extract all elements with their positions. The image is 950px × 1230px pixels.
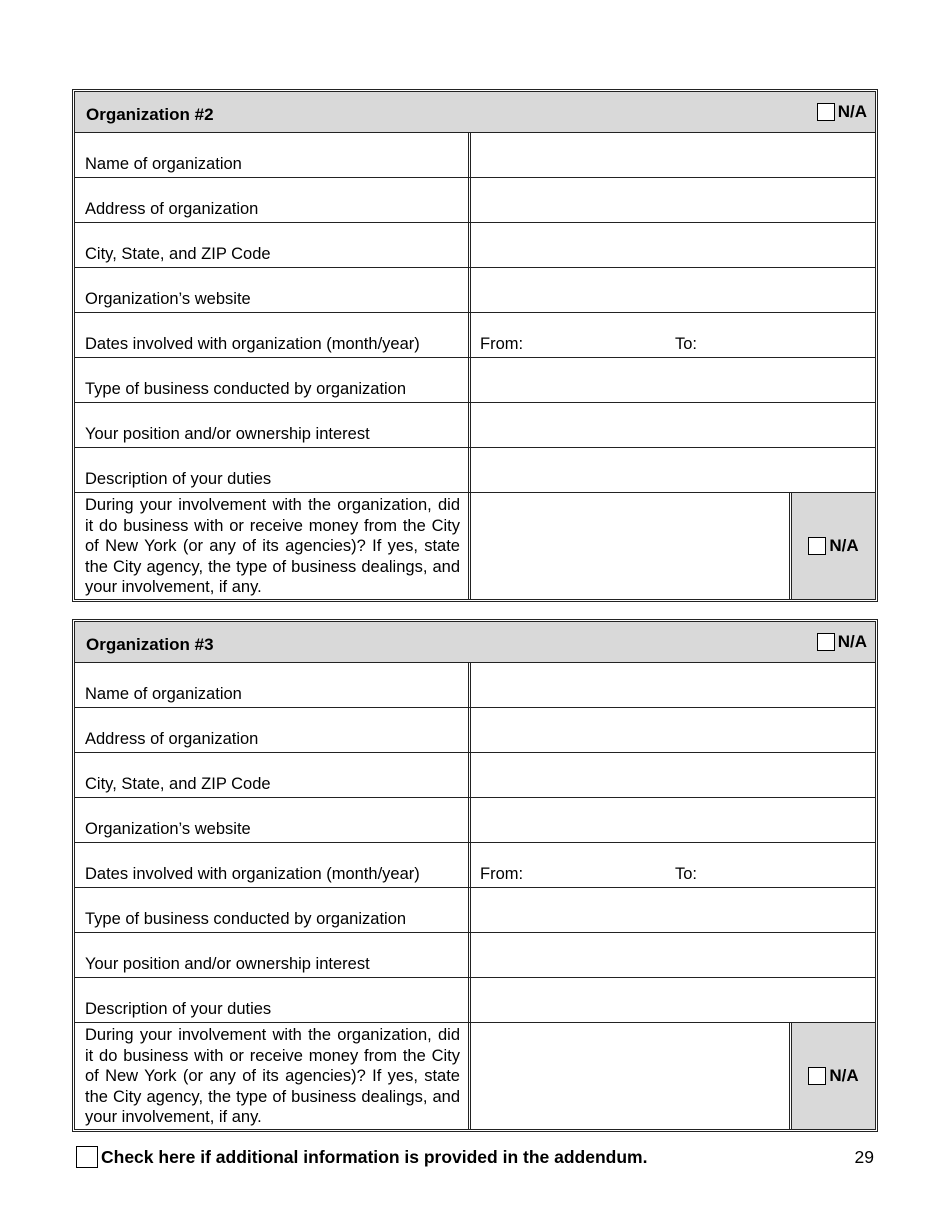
- website-row: [75, 798, 875, 843]
- na-checkbox[interactable]: [808, 537, 826, 555]
- city-business-label: During your involvement with the organization, did it do business with or receive money from the City of New York (or any of its agencies)? If yes, state the City agency, the type of business dealings, and your involvement, if any.: [75, 493, 471, 599]
- city-business-label: During your involvement with the organization, did it do business with or receive money from the City of New York (or any of its agencies)? If yes, state the City agency, the type of business dealings, and your involvement, if any.: [75, 1023, 471, 1129]
- section-title: Organization #2: [86, 105, 214, 124]
- address-label: Address of organization: [75, 708, 471, 752]
- from-label: From:: [480, 865, 524, 883]
- dates-label: Dates involved with organization (month/year): [75, 843, 471, 887]
- position-field[interactable]: [471, 403, 875, 447]
- website-field[interactable]: [471, 268, 875, 312]
- city-row: [75, 223, 875, 268]
- na-checkbox[interactable]: [808, 1067, 826, 1085]
- organization-2-section: [72, 89, 878, 602]
- name-row: [75, 663, 875, 708]
- business-type-label: Type of business conducted by organization: [75, 358, 471, 402]
- dates-field[interactable]: [471, 313, 875, 357]
- duties-label: Description of your duties: [75, 448, 471, 492]
- address-field[interactable]: [471, 178, 875, 222]
- name-label: Name of organization: [75, 663, 471, 707]
- duties-field[interactable]: [471, 978, 875, 1022]
- addendum-checkbox[interactable]: [76, 1146, 98, 1168]
- city-business-field[interactable]: [471, 1023, 792, 1129]
- na-label: N/A: [837, 102, 867, 121]
- address-label: Address of organization: [75, 178, 471, 222]
- business-type-row: [75, 358, 875, 403]
- addendum-text: Check here if additional information is provided in the addendum.: [101, 1146, 648, 1167]
- position-row: [75, 933, 875, 978]
- city-business-row: [75, 493, 875, 599]
- dates-label: Dates involved with organization (month/year): [75, 313, 471, 357]
- city-business-na-option[interactable]: [792, 1023, 875, 1129]
- duties-row: [75, 978, 875, 1023]
- city-field[interactable]: [471, 223, 875, 267]
- na-label: N/A: [829, 536, 859, 555]
- name-field[interactable]: [471, 133, 875, 177]
- city-label: City, State, and ZIP Code: [75, 223, 471, 267]
- duties-label: Description of your duties: [75, 978, 471, 1022]
- city-business-field[interactable]: [471, 493, 792, 599]
- organization-3-header: [75, 622, 875, 663]
- name-label: Name of organization: [75, 133, 471, 177]
- section-na-option[interactable]: [817, 102, 867, 122]
- dates-row: [75, 313, 875, 358]
- position-label: Your position and/or ownership interest: [75, 933, 471, 977]
- business-type-field[interactable]: [471, 888, 875, 932]
- organization-3-section: [72, 619, 878, 1132]
- page-number: 29: [854, 1146, 874, 1167]
- city-business-row: [75, 1023, 875, 1129]
- section-title: Organization #3: [86, 635, 214, 654]
- address-row: [75, 708, 875, 753]
- duties-row: [75, 448, 875, 493]
- business-type-field[interactable]: [471, 358, 875, 402]
- addendum-footer: [76, 1146, 876, 1168]
- city-row: [75, 753, 875, 798]
- website-field[interactable]: [471, 798, 875, 842]
- organization-2-header: [75, 92, 875, 133]
- na-label: N/A: [837, 632, 867, 651]
- na-checkbox[interactable]: [817, 103, 835, 121]
- dates-field[interactable]: [471, 843, 875, 887]
- city-business-na-option[interactable]: [792, 493, 875, 599]
- na-label: N/A: [829, 1066, 859, 1085]
- name-field[interactable]: [471, 663, 875, 707]
- business-type-label: Type of business conducted by organization: [75, 888, 471, 932]
- position-label: Your position and/or ownership interest: [75, 403, 471, 447]
- website-row: [75, 268, 875, 313]
- website-label: Organization’s website: [75, 268, 471, 312]
- to-label: To:: [675, 335, 698, 353]
- position-row: [75, 403, 875, 448]
- business-type-row: [75, 888, 875, 933]
- address-row: [75, 178, 875, 223]
- na-checkbox[interactable]: [817, 633, 835, 651]
- website-label: Organization’s website: [75, 798, 471, 842]
- city-field[interactable]: [471, 753, 875, 797]
- name-row: [75, 133, 875, 178]
- from-label: From:: [480, 335, 524, 353]
- position-field[interactable]: [471, 933, 875, 977]
- to-label: To:: [675, 865, 698, 883]
- dates-row: [75, 843, 875, 888]
- city-label: City, State, and ZIP Code: [75, 753, 471, 797]
- section-na-option[interactable]: [817, 632, 867, 652]
- address-field[interactable]: [471, 708, 875, 752]
- duties-field[interactable]: [471, 448, 875, 492]
